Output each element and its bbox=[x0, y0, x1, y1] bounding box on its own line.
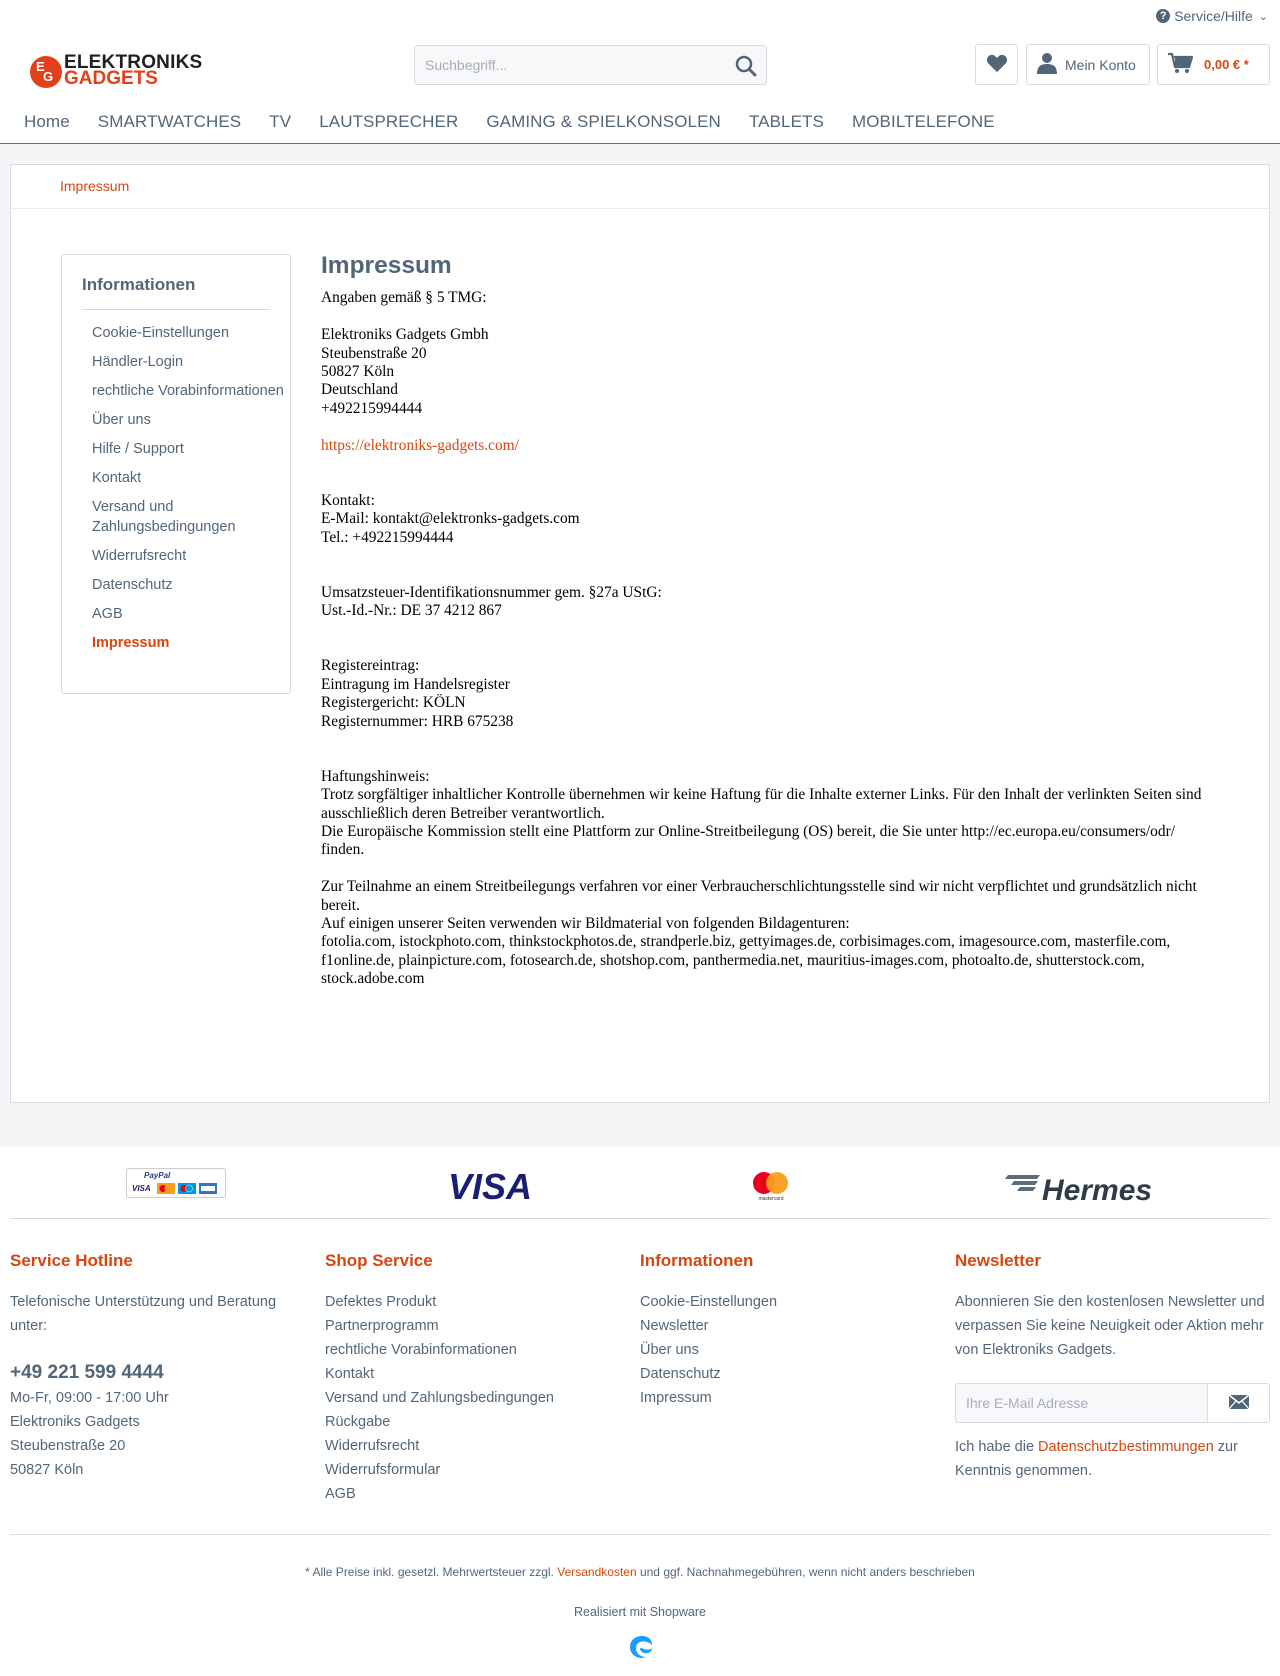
sidebar-item-vorabinformationen[interactable]: rechtliche Vorabinformationen bbox=[92, 383, 284, 399]
breadcrumb-item[interactable]: Impressum bbox=[60, 178, 130, 194]
footer-informationen bbox=[640, 1251, 940, 1410]
logo-line-1: ELEKTRONIKS bbox=[64, 52, 203, 73]
vat-block bbox=[321, 584, 1221, 621]
newsletter-title: Newsletter bbox=[955, 1251, 1041, 1270]
contact-tel: Tel.: +492215994444 bbox=[321, 528, 454, 546]
shop-service-list bbox=[325, 1290, 625, 1506]
register-court: Registergericht: KÖLN bbox=[321, 694, 466, 712]
liability-heading: Haftungshinweis: bbox=[321, 767, 430, 785]
footer-divider bbox=[10, 1534, 1270, 1535]
url-block bbox=[321, 437, 1221, 455]
shopware-credit: Realisiert mit Shopware bbox=[574, 1605, 706, 1619]
odr-text: Die Europäische Kommission stellt eine Plattform zur Online-Streitbeilegung (OS) bereit, die Sie unter http://ec.europa.eu/consumers/odr/ finden. bbox=[321, 823, 1175, 859]
account-button[interactable] bbox=[1026, 44, 1150, 85]
footer-link-widerrufsrecht[interactable]: Widerrufsrecht bbox=[325, 1438, 420, 1454]
footer-link-vorabinformationen[interactable]: rechtliche Vorabinformationen bbox=[325, 1342, 517, 1358]
intro-text: Angaben gemäß § 5 TMG: bbox=[321, 289, 487, 307]
envelope-icon bbox=[1229, 1395, 1249, 1412]
visa-logo bbox=[446, 1169, 542, 1206]
nav-home[interactable]: Home bbox=[24, 112, 70, 131]
company-name: Elektroniks Gadgets Gmbh bbox=[321, 326, 489, 344]
paypal-text: PayPal bbox=[144, 1171, 171, 1180]
footer-newsletter bbox=[955, 1251, 1273, 1483]
sidebar-item-agb[interactable]: AGB bbox=[92, 605, 123, 622]
wishlist-button[interactable] bbox=[975, 44, 1018, 85]
nav-gaming[interactable]: GAMING & SPIELKONSOLEN bbox=[486, 112, 721, 131]
newsletter-email-input[interactable] bbox=[956, 1384, 1207, 1422]
website-link[interactable]: https://elektroniks-gadgets.com/ bbox=[321, 436, 519, 454]
search-input[interactable] bbox=[415, 46, 715, 84]
svg-text:VISA: VISA bbox=[132, 1184, 151, 1193]
street: Steubenstraße 20 bbox=[321, 344, 427, 362]
shop-service-title: Shop Service bbox=[325, 1251, 433, 1270]
chevron-down-icon: ⌄ bbox=[1258, 10, 1268, 23]
images-heading: Auf einigen unserer Seiten verwenden wir Bildmaterial von folgenden Bildagenturen: bbox=[321, 915, 850, 933]
user-icon bbox=[1037, 52, 1057, 77]
nav-smartwatches[interactable]: SMARTWATCHES bbox=[97, 112, 242, 131]
country: Deutschland bbox=[321, 381, 398, 399]
footer-hotline bbox=[10, 1251, 310, 1482]
liability-text: Trotz sorgfältiger inhaltlicher Kontrolle übernehmen wir keine Haftung für die Inhalte externer Links. Für den Inhalt der verlinkten Seiten sind ausschließlich deren Betreiber verantwortlich. bbox=[321, 786, 1202, 822]
register-heading: Registereintrag: bbox=[321, 657, 420, 675]
sidebar-list bbox=[62, 310, 290, 653]
nav-tablets[interactable]: TABLETS bbox=[748, 112, 824, 131]
vat-id: Ust.-Id.-Nr.: DE 37 4212 867 bbox=[321, 602, 502, 620]
phone: +492215994444 bbox=[321, 399, 423, 417]
footer-link-widerrufsformular[interactable]: Widerrufsformular bbox=[325, 1462, 441, 1478]
nav-tv[interactable]: TV bbox=[269, 112, 292, 131]
contact-block bbox=[321, 492, 1221, 547]
footer-link-agb[interactable]: AGB bbox=[325, 1486, 356, 1502]
register-number: Registernummer: HRB 675238 bbox=[321, 712, 514, 730]
footer-link-kontakt[interactable]: Kontakt bbox=[325, 1366, 375, 1382]
footer-link-impressum[interactable]: Impressum bbox=[640, 1390, 712, 1406]
help-icon: ? bbox=[1156, 9, 1170, 23]
payment-logos bbox=[10, 1147, 1270, 1219]
hermes-logo bbox=[1004, 1169, 1174, 1208]
hotline-desc: Telefonische Unterstützung und Beratung unter: bbox=[10, 1294, 277, 1334]
sidebar-title: Informationen bbox=[82, 275, 270, 310]
footer bbox=[0, 1147, 1280, 1676]
nav-mobiltelefone[interactable]: MOBILTELEFONE bbox=[851, 112, 995, 131]
footer-link-defektes-produkt[interactable]: Defektes Produkt bbox=[325, 1294, 437, 1310]
service-help-label: Service/Hilfe bbox=[1174, 8, 1253, 24]
sidebar-item-widerrufsrecht[interactable]: Widerrufsrecht bbox=[92, 547, 187, 564]
footer-link-partnerprogramm[interactable]: Partnerprogramm bbox=[325, 1318, 439, 1334]
mastercard-text: mastercard bbox=[758, 1196, 784, 1201]
hermes-text: Hermes bbox=[1042, 1174, 1153, 1205]
paypal-logo bbox=[126, 1168, 226, 1201]
footer-link-rueckgabe[interactable]: Rückgabe bbox=[325, 1414, 391, 1430]
vat-notice bbox=[0, 1565, 1280, 1579]
header bbox=[0, 0, 1280, 144]
sidebar-item-kontakt[interactable]: Kontakt bbox=[92, 470, 142, 486]
logo-badge: E G bbox=[30, 56, 62, 88]
dispute-text: Zur Teilnahme an einem Streitbeilegungs verfahren vor einer Verbraucherschlichtungsstelle sind wir nicht verpflichtet und grundsätzlich nicht bereit. bbox=[321, 878, 1197, 914]
page-title: Impressum bbox=[321, 252, 452, 279]
heart-icon bbox=[986, 53, 1008, 76]
privacy-link[interactable]: Datenschutzbestimmungen bbox=[1038, 1439, 1214, 1455]
footer-shop-service bbox=[325, 1251, 625, 1506]
info-title: Informationen bbox=[640, 1251, 754, 1270]
contact-email: E-Mail: kontakt@elektronks-gadgets.com bbox=[321, 510, 580, 528]
cart-amount: 0,00 € * bbox=[1204, 57, 1249, 72]
search-icon[interactable] bbox=[734, 54, 758, 78]
sidebar bbox=[61, 254, 291, 694]
content-box bbox=[10, 164, 1270, 1103]
sidebar-item-cookie[interactable]: Cookie-Einstellungen bbox=[92, 325, 230, 341]
shipping-costs-link[interactable]: Versandkosten bbox=[557, 1565, 637, 1579]
hotline-number[interactable]: +49 221 599 4444 bbox=[10, 1362, 164, 1383]
vat-notice-before: * Alle Preise inkl. gesetzl. Mehrwertsteuer zzgl. bbox=[305, 1565, 558, 1579]
newsletter-submit-button[interactable] bbox=[1207, 1384, 1269, 1422]
nav-lautsprecher[interactable]: LAUTSPRECHER bbox=[319, 112, 459, 131]
search-box bbox=[414, 45, 767, 85]
main-navigation bbox=[24, 112, 1023, 132]
hotline-company: Elektroniks Gadgets bbox=[10, 1414, 140, 1430]
shopware-logo-icon[interactable] bbox=[627, 1633, 655, 1661]
breadcrumb bbox=[11, 165, 1269, 209]
hotline-city: 50827 Köln bbox=[10, 1462, 84, 1478]
dispute-block bbox=[321, 878, 1221, 988]
newsletter-form bbox=[955, 1383, 1270, 1423]
city: 50827 Köln bbox=[321, 363, 395, 381]
sidebar-item-impressum[interactable]: Impressum bbox=[92, 634, 170, 651]
privacy-note-before: Ich habe die bbox=[955, 1439, 1039, 1455]
vat-notice-after: und ggf. Nachnahmegebühren, wenn nicht anders beschrieben bbox=[636, 1565, 975, 1579]
liability-block bbox=[321, 768, 1221, 860]
address-block bbox=[321, 326, 1221, 418]
sidebar-item-versand[interactable]: Versand und Zahlungsbedingungen bbox=[92, 499, 236, 535]
hotline-street: Steubenstraße 20 bbox=[10, 1438, 126, 1454]
shop-logo[interactable] bbox=[30, 54, 220, 90]
impressum-content bbox=[321, 252, 1221, 1007]
hotline-title: Service Hotline bbox=[10, 1251, 133, 1270]
hotline-hours: Mo-Fr, 09:00 - 17:00 Uhr bbox=[10, 1390, 169, 1406]
newsletter-desc: Abonnieren Sie den kostenlosen Newsletter und verpassen Sie keine Neuigkeit oder Aktion mehr von Elektroniks Gadgets. bbox=[955, 1294, 1265, 1358]
sidebar-item-ueber-uns[interactable]: Über uns bbox=[92, 412, 151, 428]
sidebar-item-datenschutz[interactable]: Datenschutz bbox=[92, 576, 173, 593]
cart-icon bbox=[1168, 52, 1194, 77]
sidebar-item-hilfe[interactable]: Hilfe / Support bbox=[92, 441, 184, 457]
footer-link-versand[interactable]: Versand und Zahlungsbedingungen bbox=[325, 1390, 554, 1406]
images-list: fotolia.com, istockphoto.com, thinkstockphotos.de, strandperle.biz, gettyimages.de, corbisimages.com, imagesource.com, masterfile.com, f1online.de, plainpicture.com, fotosearch.de, shotshop.com, panthermedia.net, mauritius-images.com, photoalto.de, shutterstock.com, stock.adobe.com bbox=[321, 933, 1171, 988]
newsletter-privacy-note bbox=[955, 1435, 1273, 1483]
sidebar-item-haendler-login[interactable]: Händler-Login bbox=[92, 354, 184, 370]
service-help-link[interactable] bbox=[1156, 8, 1268, 24]
register-block bbox=[321, 657, 1221, 731]
footer-link-cookie[interactable]: Cookie-Einstellungen bbox=[640, 1294, 778, 1310]
footer-link-newsletter[interactable]: Newsletter bbox=[640, 1318, 709, 1334]
logo-line-2: GADGETS bbox=[64, 68, 158, 89]
mastercard-logo bbox=[748, 1169, 794, 1204]
cart-button[interactable] bbox=[1157, 44, 1270, 85]
privacy-note-after: zur Kenntnis genommen. bbox=[955, 1439, 1238, 1479]
contact-heading: Kontakt: bbox=[321, 491, 375, 509]
vat-heading: Umsatzsteuer-Identifikationsnummer gem. §27a UStG: bbox=[321, 583, 662, 601]
account-label: Mein Konto bbox=[1065, 56, 1136, 73]
footer-link-ueber-uns[interactable]: Über uns bbox=[640, 1342, 699, 1358]
info-list bbox=[640, 1290, 940, 1410]
footer-link-datenschutz[interactable]: Datenschutz bbox=[640, 1366, 721, 1382]
visa-text: VISA bbox=[448, 1169, 533, 1203]
register-line: Eintragung im Handelsregister bbox=[321, 675, 510, 693]
